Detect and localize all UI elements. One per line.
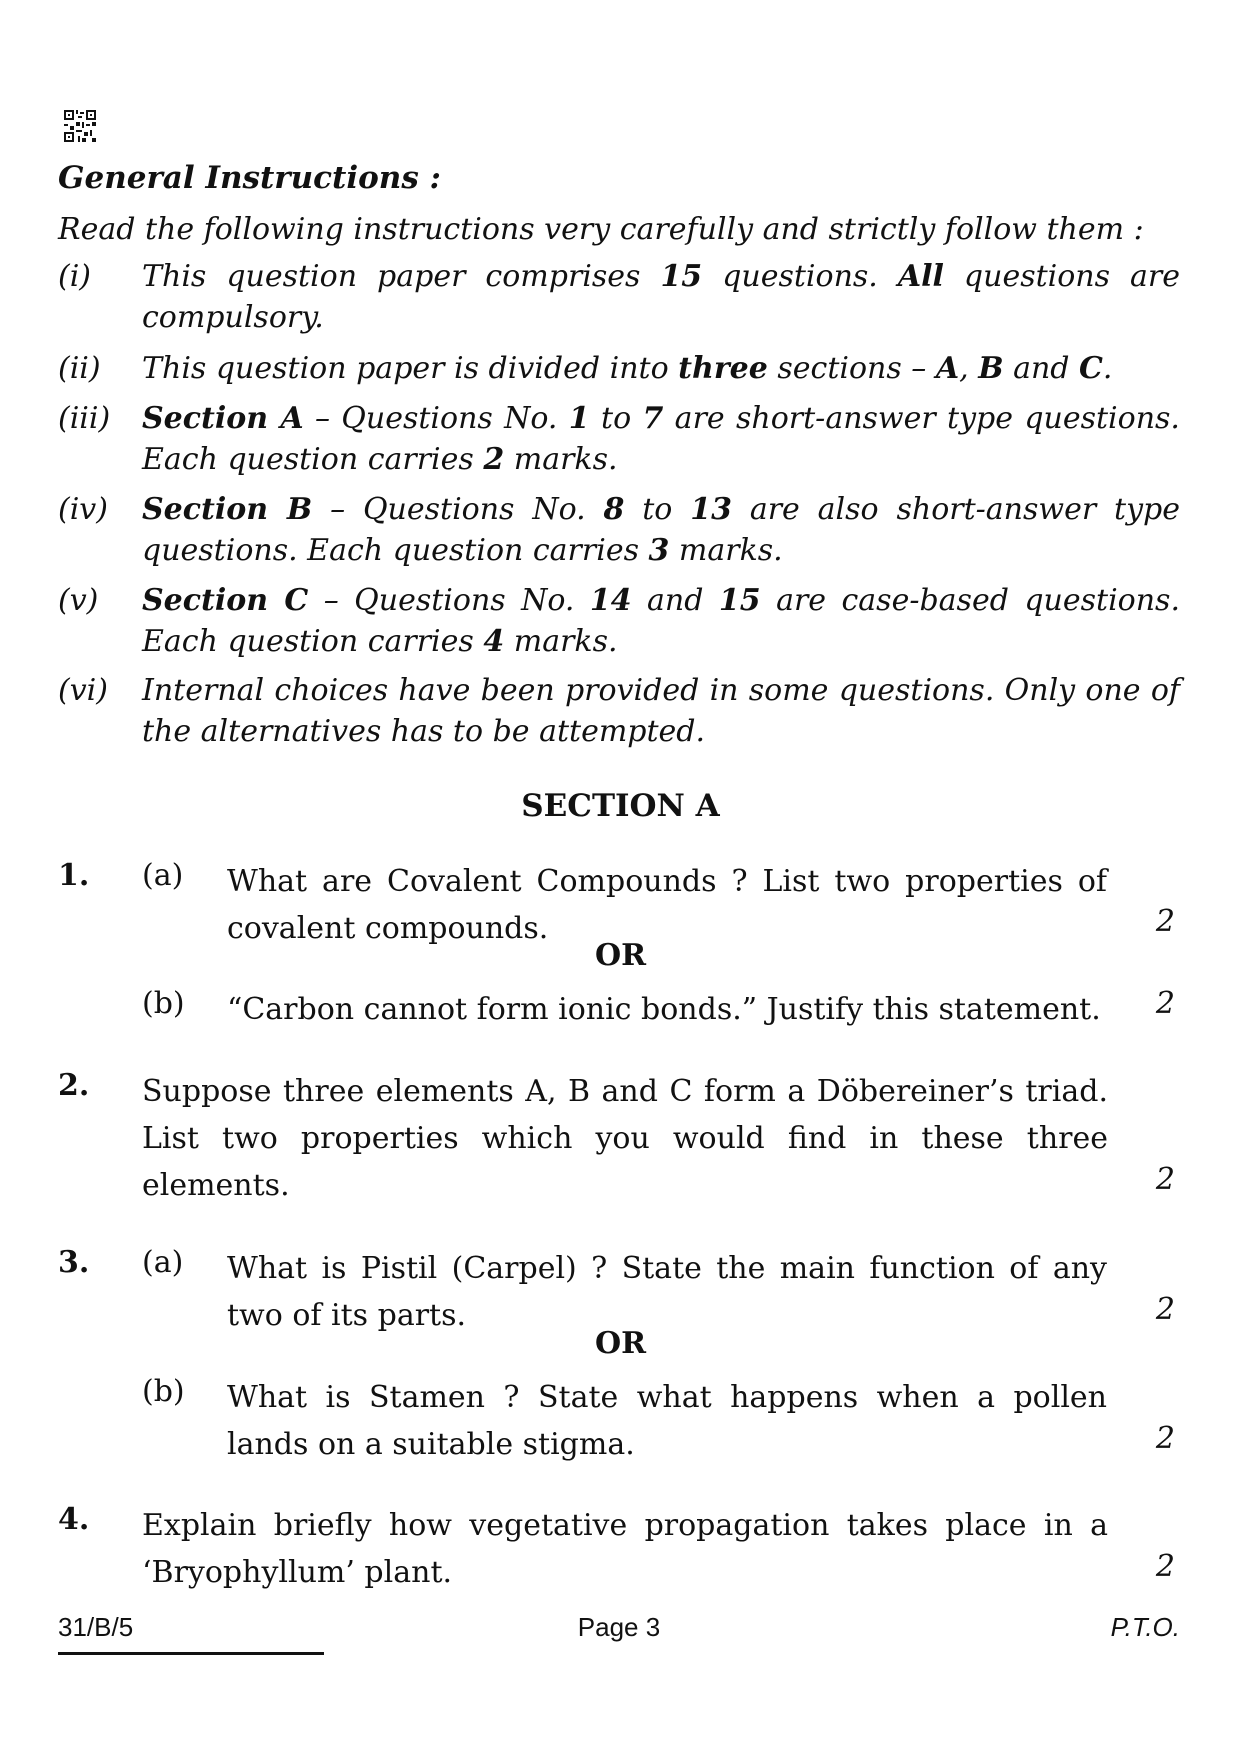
question-text: Suppose three elements A, B and C form a Döbereiner’s triad. List two properties which you would find in these three elements. xyxy=(142,1074,1108,1203)
question-part-label: (a) xyxy=(142,1245,184,1280)
instruction-text: Section C – Questions No. 14 and 15 are case-based questions. Each question carries 4 marks. xyxy=(142,583,1180,659)
qr-code-icon xyxy=(64,110,96,142)
question-text: What is Stamen ? State what happens when a pollen lands on a suitable stigma. xyxy=(227,1380,1107,1462)
question-marks: 2 xyxy=(1155,1421,1175,1456)
question-marks: 2 xyxy=(1155,1549,1175,1584)
section-title: SECTION A xyxy=(521,788,720,824)
instruction-number: (ii) xyxy=(58,351,101,386)
question-number: 4. xyxy=(58,1502,90,1537)
question-marks: 2 xyxy=(1155,1292,1175,1327)
instruction-item xyxy=(58,256,1180,338)
instruction-text: This question paper is divided into three sections – A, B and C. xyxy=(142,351,1113,386)
question-marks: 2 xyxy=(1155,986,1175,1021)
instruction-number: (i) xyxy=(58,259,92,294)
question-part-label: (b) xyxy=(142,1374,185,1409)
general-instructions-intro: Read the following instructions very carefully and strictly follow them : xyxy=(58,212,1144,247)
instruction-number: (vi) xyxy=(58,673,108,708)
or-separator: OR xyxy=(594,938,647,973)
question-part-label: (a) xyxy=(142,858,184,893)
instruction-text: Section B – Questions No. 8 to 13 are also short-answer type questions. Each question carries 3 marks. xyxy=(142,492,1180,568)
instruction-item xyxy=(58,398,1180,480)
question-text: “Carbon cannot form ionic bonds.” Justify this statement. xyxy=(227,992,1101,1027)
instruction-text: Internal choices have been provided in some questions. Only one of the alternatives has to be attempted. xyxy=(142,673,1180,749)
instruction-item xyxy=(58,348,1180,389)
instruction-item xyxy=(58,580,1180,662)
paper-code: 31/B/5 xyxy=(58,1612,134,1642)
instruction-number: (iv) xyxy=(58,492,108,527)
paper-code-underline xyxy=(58,1652,324,1655)
instruction-number: (iii) xyxy=(58,401,111,436)
question-text: What are Covalent Compounds ? List two properties of covalent compounds. xyxy=(227,864,1107,946)
instruction-text: This question paper comprises 15 questions. All questions are compulsory. xyxy=(142,259,1181,335)
instruction-item xyxy=(58,489,1180,571)
general-instructions-title: General Instructions : xyxy=(58,160,442,196)
question-number: 1. xyxy=(58,858,90,893)
pto-label: P.T.O. xyxy=(1110,1612,1180,1642)
or-separator: OR xyxy=(594,1326,647,1361)
instruction-item xyxy=(58,670,1180,752)
question-text: What is Pistil (Carpel) ? State the main function of any two of its parts. xyxy=(227,1251,1107,1333)
question-marks: 2 xyxy=(1155,904,1175,939)
question-number: 3. xyxy=(58,1245,90,1280)
question-number: 2. xyxy=(58,1068,90,1103)
page-number: Page 3 xyxy=(577,1612,661,1642)
question-text: Explain briefly how vegetative propagation takes place in a ‘Bryophyllum’ plant. xyxy=(142,1508,1108,1590)
instruction-text: Section A – Questions No. 1 to 7 are short-answer type questions. Each question carries 2 marks. xyxy=(142,401,1180,477)
question-marks: 2 xyxy=(1155,1162,1175,1197)
instruction-number: (v) xyxy=(58,583,99,618)
question-part-label: (b) xyxy=(142,986,185,1021)
